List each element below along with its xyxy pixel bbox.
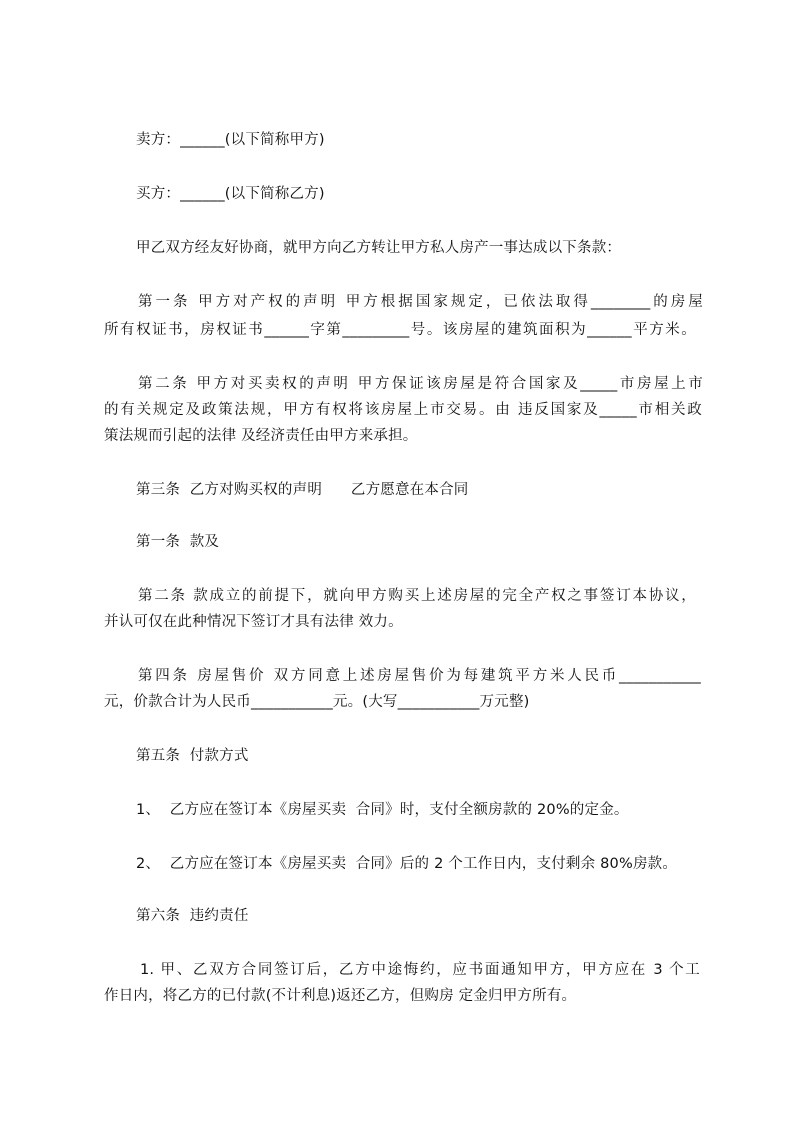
- article-5-item-1: 1、 乙方应在签订本《房屋买卖 合同》时，支付全额房款的 20%的定金。: [136, 802, 629, 818]
- article-3-line: 第三条 乙方对购买权的声明 乙方愿意在本合同: [136, 482, 469, 498]
- intro-paragraph: 甲乙双方经友好协商，就甲方向乙方转让甲方私人房产一事达成以下条款：: [136, 240, 622, 256]
- article-5-item-2: 2、 乙方应在签订本《房屋买卖 合同》后的 2 个工作日内，支付剩余 80%房款。: [136, 856, 678, 872]
- seller-line: 卖方：______(以下简称甲方): [136, 132, 325, 148]
- article-6-item-1-line-2: 作日内，将乙方的已付款(不计利息)返还乙方，但购房 定金归甲方所有。: [104, 988, 577, 1004]
- article-4-line-1: 第四条 房屋售价 双方同意上述房屋售价为每建筑平方米人民币___________: [138, 668, 701, 684]
- article-6-item-1-line-1: 1. 甲、乙双方合同签订后，乙方中途悔约，应书面通知甲方，甲方应在 3 个工: [140, 962, 700, 978]
- article-2-line-3: 策法规而引起的法律 及经济责任由甲方来承担。: [104, 428, 418, 444]
- article-6-heading: 第六条 违约责任: [136, 908, 249, 924]
- article-2-line-2: 的有关规定及政策法规，甲方有权将该房屋上市交易。由 违反国家及_____市相关政: [104, 402, 702, 418]
- article-3-continued-1: 第一条 款及: [136, 534, 220, 550]
- article-3-continued-2-line-2: 并认可仅在此种情况下签订才具有法律 效力。: [104, 614, 403, 630]
- article-1-line-1: 第一条 甲方对产权的声明 甲方根据国家规定，已依法取得________的房屋: [138, 294, 703, 310]
- article-5-heading: 第五条 付款方式: [136, 748, 249, 764]
- article-3-continued-2-line-1: 第二条 款成立的前提下，就向甲方购买上述房屋的完全产权之事签订本协议，: [138, 588, 696, 604]
- article-4-line-2: 元，价款合计为人民币___________元。(大写___________万元整): [104, 694, 530, 710]
- article-1-line-2: 所有权证书，房权证书______字第_________号。该房屋的建筑面积为______平方米。: [104, 322, 696, 338]
- article-2-line-1: 第二条 甲方对买卖权的声明 甲方保证该房屋是符合国家及_____市房屋上市: [138, 376, 703, 392]
- buyer-line: 买方：______(以下简称乙方): [136, 186, 325, 202]
